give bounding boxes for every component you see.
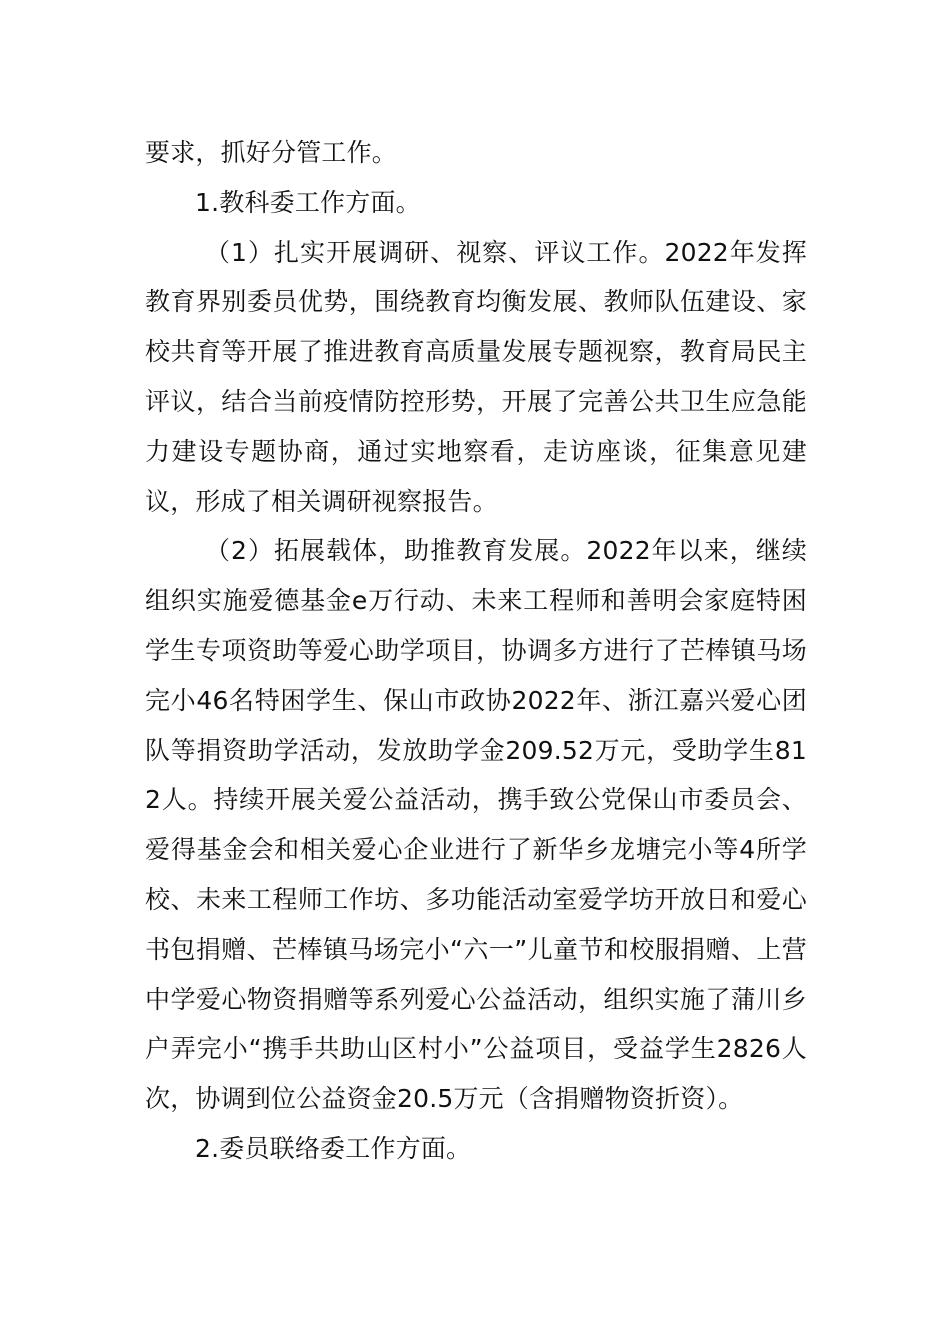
paragraph-research-inspection: （1）扎实开展调研、视察、评议工作。2022年发挥教育界别委员优势，围绕教育均衡发展、教师队伍建设、家校共育等开展了推进教育高质量发展专题视察，教育局民主评议，结合当前疫情防控形势，开展了完善公共卫生应急能力建设专题协商，通过实地察看，走访座谈，征集意见建议，形成了相关调研视察报告。 xyxy=(145,237,807,516)
document-body xyxy=(145,128,807,1174)
paragraph-continuation: 要求，抓好分管工作。 xyxy=(145,138,398,167)
section-heading-education-committee: 1.教科委工作方面。 xyxy=(195,187,421,217)
section-heading-member-liaison: 2.委员联络委工作方面。 xyxy=(195,1133,472,1163)
paragraph-education-development: （2）拓展载体，助推教育发展。2022年以来，继续组织实施爱德基金e万行动、未来工程师和善明会家庭特困学生专项资助等爱心助学项目，协调多方进行了芒棒镇马场完小46名特困学生、保山市政协2022年、浙江嘉兴爱心团队等捐资助学活动，发放助学金209.52万元，受助学生812人。持续开展关爱公益活动，携手致公党保山市委员会、爱得基金会和相关爱心企业进行了新华乡龙塘完小等4所学校、未来工程师工作坊、多功能活动室爱学坊开放日和爱心书包捐赠、芒棒镇马场完小“六一”儿童节和校服捐赠、上营中学爱心物资捐赠等系列爱心公益活动，组织实施了蒲川乡户弄完小“携手共助山区村小”公益项目，受益学生2826人次，协调到位公益资金20.5万元（含捐赠物资折资）。 xyxy=(145,536,807,1114)
